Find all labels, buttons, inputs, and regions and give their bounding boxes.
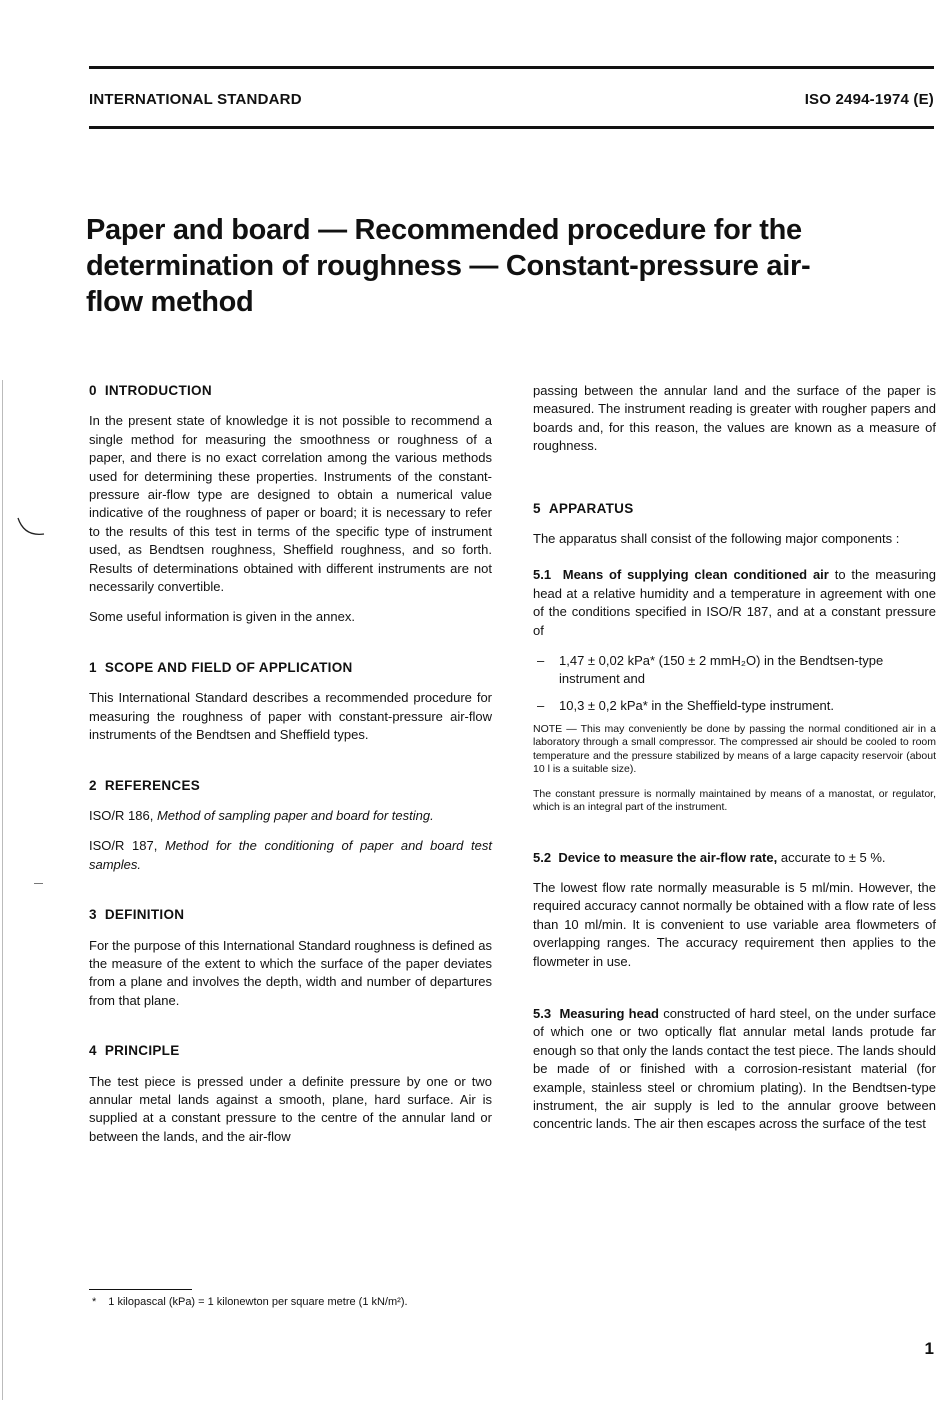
section-0-heading <box>89 382 492 400</box>
reference-iso-r-187 <box>89 837 492 874</box>
subsection-number: 5.1 <box>533 567 552 583</box>
section-title: APPARATUS <box>548 500 634 516</box>
header-top-rule <box>89 66 934 69</box>
principle-paragraph: The test piece is pressed under a definite pressure by one or two annular metal lands against a smooth, plane, hard surface. Air is supplied at a constant pressure to the centre of the annular land or between the lands, and the air-flow <box>89 1073 492 1144</box>
section-title: PRINCIPLE <box>104 1043 180 1059</box>
subsection-5-3 <box>533 1005 936 1134</box>
section-2-heading <box>89 777 492 795</box>
subsection-heading: Device to measure the air-flow rate, <box>558 849 778 865</box>
pressure-item-text: 1,47 ± 0,02 kPa* (150 ± 2 mmH₂O) in the Bendtsen-type instrument and <box>559 653 884 687</box>
apparatus-note-manostat: The constant pressure is normally maintained by means of a manostat, or regulator, which is an integral part of the instrument. <box>533 788 936 814</box>
header-document-number: ISO 2494-1974 (E) <box>804 91 934 108</box>
subsection-heading: Means of supplying clean conditioned air <box>562 567 829 583</box>
footnote <box>92 1296 408 1308</box>
reference-title: Method for the conditioning of paper and board test samples. <box>89 838 492 872</box>
page-number: 1 <box>924 1339 934 1358</box>
apparatus-note: NOTE — This may conveniently be done by passing the normal conditioned air in a laboratory through a small compressor. The compressed air should be cooled to room temperature and the pressure stabilized by means of a large capacity reservoir (about 10 l is a suitable size). <box>533 723 936 775</box>
subsection-text: accurate to ± 5 %. <box>780 849 886 865</box>
footnote-marker: * <box>92 1296 97 1308</box>
scan-artifact-dash <box>34 883 43 884</box>
header-bottom-rule <box>89 126 934 129</box>
section-number: 5 <box>533 500 541 516</box>
reference-title: Method of sampling paper and board for testing. <box>156 807 434 823</box>
definition-paragraph: For the purpose of this International Standard roughness is defined as the measure of the extent to which the surface of the paper deviates from a plane and involves the depth, width and number of departures from that plane. <box>89 937 492 1008</box>
document-title: Paper and board — Recommended procedure for the determination of roughness — Constant-pressure air-flow method <box>86 214 811 318</box>
section-3-heading <box>89 906 492 924</box>
section-title: SCOPE AND FIELD OF APPLICATION <box>104 659 353 675</box>
section-number: 0 <box>89 383 97 398</box>
subsection-5-1 <box>533 566 936 640</box>
section-number: 4 <box>89 1043 97 1059</box>
header-standard-label: INTERNATIONAL STANDARD <box>89 91 302 108</box>
subsection-number: 5.2 <box>533 849 552 865</box>
section-4-heading <box>89 1042 492 1060</box>
subsection-number: 5.3 <box>533 1005 552 1021</box>
scan-edge-line <box>2 380 3 1400</box>
intro-annex-note: Some useful information is given in the annex. <box>89 609 355 625</box>
dash-marker: – <box>537 653 545 669</box>
apparatus-intro: The apparatus shall consist of the following major components : <box>533 531 900 547</box>
reference-code: ISO/R 186, <box>89 807 154 823</box>
subsection-5-2 <box>533 849 936 867</box>
dash-marker: – <box>537 697 545 713</box>
right-column <box>533 382 936 1146</box>
reference-code: ISO/R 187, <box>89 838 158 854</box>
section-number: 1 <box>89 659 97 675</box>
principle-paragraph-continued: passing between the annular land and the surface of the paper is measured. The instrument reading is greater with rougher papers and boards and, for this reason, the values are known as a measure of roughness. <box>533 383 936 454</box>
reference-iso-r-186 <box>89 807 492 825</box>
subsection-text: to the measuring head at a relative humidity and a temperature in agreement with one of the conditions specified in ISO/R 187, and at a constant pressure of <box>533 567 936 638</box>
scan-artifact-mark <box>16 516 46 538</box>
section-1-heading <box>89 659 492 677</box>
pressure-item-bendtsen <box>533 652 936 689</box>
section-5-heading <box>533 500 936 518</box>
pressure-item-sheffield <box>533 697 936 715</box>
section-title: INTRODUCTION <box>104 383 212 398</box>
pressure-item-text: 10,3 ± 0,2 kPa* in the Sheffield-type instrument. <box>559 697 834 713</box>
intro-paragraph: In the present state of knowledge it is not possible to recommend a single method for measuring the smoothness or roughness of a paper, and there is no exact correlation among the various methods used for determining these properties. Instruments of the constant-pressure air-flow type are designed to obtain a numerical value indicative of the roughness of paper or board; it is necessary to refer to the results of this test in terms of the specific type of instrument used, as Bendtsen roughness, Sheffield roughness, and so forth. Results of determinations obtained with different instruments are not necessarily convertible. <box>89 413 492 595</box>
subsection-heading: Measuring head <box>559 1005 659 1021</box>
left-column <box>89 382 492 1158</box>
section-number: 3 <box>89 907 97 923</box>
footnote-rule <box>89 1289 192 1290</box>
scope-paragraph: This International Standard describes a recommended procedure for measuring the roughness of paper with constant-pressure air-flow instruments of the Bendtsen and Sheffield types. <box>89 690 492 743</box>
footnote-text: 1 kilopascal (kPa) = 1 kilonewton per square metre (1 kN/m²). <box>108 1296 408 1308</box>
flow-rate-paragraph: The lowest flow rate normally measurable is 5 ml/min. However, the required accuracy cannot normally be obtained with a flow rate of less than 10 ml/min. It is convenient to use variable area flowmeters of overlapping ranges. The accuracy requirement then applies to the flowmeter in use. <box>533 879 936 969</box>
section-number: 2 <box>89 777 97 793</box>
section-title: REFERENCES <box>104 777 201 793</box>
section-title: DEFINITION <box>104 907 185 923</box>
subsection-text: constructed of hard steel, on the under surface of which one or two optically flat annular metal lands protude far enough so that only the lands contact the test piece. The lands should be made of or finished with a corrosion-resistant material (for example, stainless steel or chromium plating). In the Bendtsen-type instrument, the air supply is led to the annular groove between concentric lands. The air then escapes across the surface of the test <box>533 1005 936 1132</box>
